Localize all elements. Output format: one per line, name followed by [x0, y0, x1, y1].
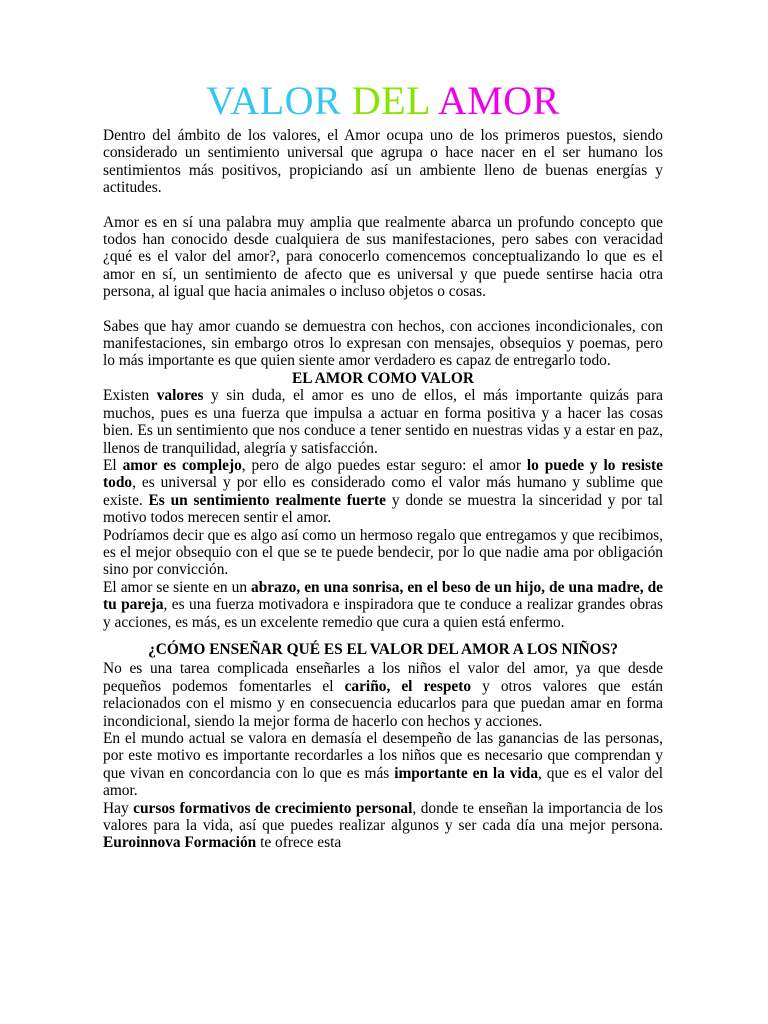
paragraph-regalo: Podríamos decir que es algo así como un hermoso regalo que entregamos y que recibimos, es el mejor obsequio con el que se te puede bendecir, por lo que nadie ama por obligación sino por convicción.	[103, 526, 663, 579]
title-word-amor: AMOR	[437, 78, 560, 123]
paragraph-definition: Amor es en sí una palabra muy amplia que realmente abarca un profundo concepto que todos han conocido desde cualquiera de sus manifestaciones, pero sabes con veracidad ¿qué es el valor del amor?, para conocerlo comencemos conceptualizando lo que es el amor en sí, un sentimiento de afecto que es universal y que puede sentirse hacia otra persona, al igual que hacia animales o incluso objetos o cosas.	[103, 213, 663, 301]
section-heading-amor-como-valor: EL AMOR COMO VALOR	[291, 369, 474, 387]
document-title	[103, 78, 663, 124]
paragraph-demonstration: Sabes que hay amor cuando se demuestra con hechos, con acciones incondicionales, con manifestaciones, sin embargo otros lo expresan con mensajes, obsequios y poemas, pero lo más importante es que quien siente amor verdadero es capaz de entregarlo todo.	[103, 317, 663, 370]
paragraph-intro: Dentro del ámbito de los valores, el Amor ocupa uno de los primeros puestos, siendo considerado un sentimiento universal que agrupa o hace nacer en el ser humano los sentimientos más positivos, propiciando así un ambiente lleno de buenas energías y actitudes.	[103, 127, 663, 197]
title-word-valor: VALOR	[206, 78, 342, 123]
section-heading-ninos: ¿CÓMO ENSEÑAR QUÉ ES EL VALOR DEL AMOR A LOS NIÑOS?	[148, 640, 618, 658]
paragraph-abrazo: El amor se siente en un abrazo, en una sonrisa, en el beso de un hijo, de una madre, de tu pareja, es una fuerza motivadora e inspiradora que te conduce a realizar grandes obras y acciones, es más, es un excelente remedio que cura a quien está enfermo.	[103, 578, 663, 631]
paragraph-valores: Existen valores y sin duda, el amor es uno de ellos, el más importante quizás para muchos, pues es una fuerza que impulsa a actuar en forma positiva y a hacer las cosas bien. Es un sentimiento que nos conduce a tener sentido en nuestras vidas y a estar en paz, llenos de tranquilidad, alegría y satisfacción.	[103, 387, 663, 457]
paragraph-cursos: Hay cursos formativos de crecimiento personal, donde te enseñan la importancia de los valores para la vida, así que puedes realizar algunos y ser cada día una mejor persona. Euroinnova Formación te ofrece esta	[103, 799, 663, 852]
paragraph-ensenar: No es una tarea complicada enseñarles a los niños el valor del amor, ya que desde pequeños podemos fomentarles el cariño, el respeto y otros valores que están relacionados con el mismo y en consecuencia educarlos para que puedan amar en forma incondicional, siendo la mejor forma de hacerlo con hechos y acciones.	[103, 660, 663, 730]
paragraph-mundo-actual: En el mundo actual se valora en demasía el desempeño de las ganancias de las personas, por este motivo es importante recordarles a los niños que es necesario que comprendan y que vivan en concordancia con lo que es más importante en la vida, que es el valor del amor.	[103, 730, 663, 800]
paragraph-complejo: El amor es complejo, pero de algo puedes estar seguro: el amor lo puede y lo resiste todo, es universal y por ello es considerado como el valor más humano y sublime que existe. Es un sentimiento realmente fuerte y donde se muestra la sinceridad y por tal motivo todos merecen sentir el amor.	[103, 456, 663, 527]
document-page	[103, 78, 663, 852]
title-word-del: DEL	[351, 78, 430, 123]
